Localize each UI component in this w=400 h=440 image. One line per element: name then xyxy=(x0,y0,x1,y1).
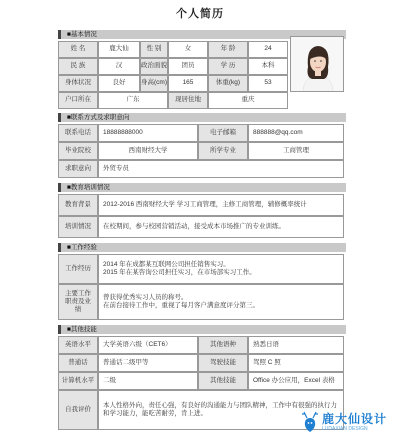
deer-logo-icon xyxy=(300,410,320,434)
ethnicity-label: 民 族 xyxy=(58,58,98,75)
mandarin-label: 普通话 xyxy=(58,354,98,372)
school-label: 毕业院校 xyxy=(58,142,98,160)
phone-value: 18888888000 xyxy=(98,124,198,142)
gender-value: 女 xyxy=(168,41,208,58)
other-language-value: 熟悉日语 xyxy=(248,336,344,354)
watermark-logo xyxy=(300,408,395,436)
age-value: 24 xyxy=(248,41,288,58)
english-value: 大学英语六级（CET6） xyxy=(98,336,198,354)
training-label: 培训情况 xyxy=(58,216,98,238)
name-value: 鹿大仙 xyxy=(98,41,140,58)
hukou-label: 户口所在 xyxy=(58,92,98,109)
duties-value: 曾获得优秀实习人员的称号。 在前台接待工作中，重视了每月客户满意度评分第三。 xyxy=(98,284,344,320)
major-value: 工商管理 xyxy=(248,142,344,160)
name-label: 姓 名 xyxy=(58,41,98,58)
profile-photo xyxy=(290,36,344,92)
training-value: 在校期间，参与校园营销活动，接受成本市场推广的专业训练。 xyxy=(98,216,344,238)
residence-value: 重庆 xyxy=(208,92,288,109)
ethnicity-value: 汉 xyxy=(98,58,140,75)
major-label: 所学专业 xyxy=(198,142,248,160)
english-label: 英语水平 xyxy=(58,336,98,354)
watermark-subtext: LUDAXIAN DESIGN xyxy=(322,426,368,432)
other-skills-value: Office 办公应用，Excel 表格 xyxy=(248,372,344,390)
education-background-label: 教育背景 xyxy=(58,194,98,216)
height-label: 身高(cm) xyxy=(140,75,168,92)
degree-label: 学 历 xyxy=(208,58,248,75)
email-label: 电子邮箱 xyxy=(198,124,248,142)
portrait-image xyxy=(291,37,344,92)
work-history-label: 工作经历 xyxy=(58,254,98,284)
gender-label: 性 别 xyxy=(140,41,168,58)
intent-label: 求职意向 xyxy=(58,160,98,178)
section-header-skills: ■其他技能 xyxy=(58,325,346,334)
phone-label: 联系电话 xyxy=(58,124,98,142)
work-history-value: 2014 年在成都某互联网公司担任销售实习。 2015 年在某咨询公司担任实习，在市场部实习工作。 xyxy=(98,254,344,284)
watermark-text: 鹿大仙设计 xyxy=(322,412,388,426)
section-header-work: ■工作经验 xyxy=(58,243,346,252)
degree-value: 本科 xyxy=(248,58,288,75)
self-evaluation-label: 自我评价 xyxy=(58,390,98,430)
resume-title: 个人简历 xyxy=(176,8,224,20)
other-language-label: 其他语种 xyxy=(198,336,248,354)
school-value: 西南财经大学 xyxy=(98,142,198,160)
health-label: 身体状况 xyxy=(58,75,98,92)
weight-label: 体重(kg) xyxy=(208,75,248,92)
weight-value: 53 xyxy=(248,75,288,92)
computer-value: 二级 xyxy=(98,372,198,390)
section-header-contact: ■联系方式及求职意向 xyxy=(58,113,346,122)
duties-label: 主要工作职责及业绩 xyxy=(58,284,98,320)
hukou-value: 广东 xyxy=(98,92,168,109)
intent-value: 外贸专员 xyxy=(98,160,344,178)
driving-value: 驾照 C 照 xyxy=(248,354,344,372)
health-value: 良好 xyxy=(98,75,140,92)
age-label: 年 龄 xyxy=(208,41,248,58)
section-header-education: ■教育培训情况 xyxy=(58,183,346,192)
driving-label: 驾驶技能 xyxy=(198,354,248,372)
mandarin-value: 普通话二级甲等 xyxy=(98,354,198,372)
other-skills-label: 其他技能 xyxy=(198,372,248,390)
politics-value: 团员 xyxy=(168,58,208,75)
computer-label: 计算机水平 xyxy=(58,372,98,390)
politics-label: 政治面貌 xyxy=(140,58,168,75)
education-background-value: 2012-2016 西南财经大学 学习工商管理，主修工商管理，辅修概率统计 xyxy=(98,194,344,216)
self-evaluation-value: 本人性格外向，责任心强，有良好的沟通能力与团队精神，工作中有很强的执行力和学习能力，能吃苦耐劳，肯上进。 xyxy=(98,390,344,430)
residence-label: 现居住地 xyxy=(168,92,208,109)
height-value: 165 xyxy=(168,75,208,92)
section-header-basic: ■基本情况 xyxy=(58,30,346,39)
email-value: 888888@qq.com xyxy=(248,124,344,142)
